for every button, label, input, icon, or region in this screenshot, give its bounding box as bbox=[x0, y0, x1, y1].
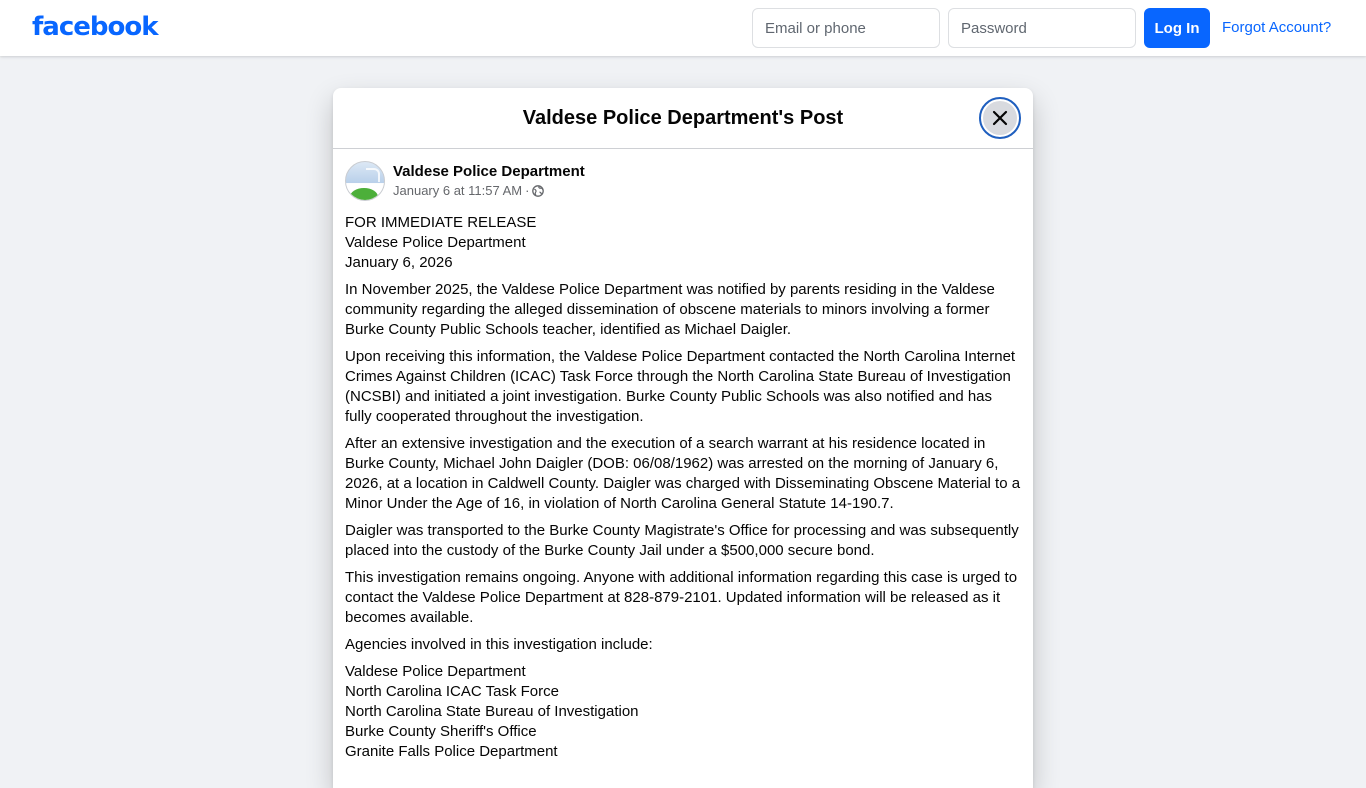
post-meta bbox=[393, 161, 585, 200]
post-time-row bbox=[393, 182, 585, 200]
facebook-logo[interactable]: facebook bbox=[32, 12, 158, 42]
agency-list bbox=[345, 662, 1021, 762]
post bbox=[333, 149, 1033, 762]
login-button[interactable]: Log In bbox=[1144, 8, 1210, 48]
password-field[interactable] bbox=[948, 8, 1136, 48]
close-button[interactable] bbox=[979, 97, 1021, 139]
email-field[interactable] bbox=[752, 8, 940, 48]
post-timestamp[interactable]: January 6 at 11:57 AM bbox=[393, 183, 523, 198]
post-paragraph: Daigler was transported to the Burke County Magistrate's Office for processing and was subsequently placed into the custody of the Burke County Jail under a $500,000 secure bond. bbox=[345, 522, 1019, 559]
avatar-hill-shape bbox=[350, 188, 378, 201]
agency-item: North Carolina ICAC Task Force bbox=[345, 683, 559, 700]
release-header-line: January 6, 2026 bbox=[345, 254, 453, 271]
agency-item: Burke County Sheriff's Office bbox=[345, 723, 537, 740]
close-icon bbox=[991, 109, 1009, 127]
agency-item: Granite Falls Police Department bbox=[345, 743, 558, 760]
avatar[interactable] bbox=[345, 161, 385, 201]
agency-item: Valdese Police Department bbox=[345, 663, 526, 680]
post-paragraph: In November 2025, the Valdese Police Department was notified by parents residing in the Valdese community regarding the alleged dissemination of obscene materials to minors involving a former Burke County Public Schools teacher, identified as Michael Daigler. bbox=[345, 281, 995, 338]
globe-icon bbox=[532, 185, 544, 197]
dialog-title: Valdese Police Department's Post bbox=[522, 107, 844, 129]
agency-item: North Carolina State Bureau of Investigation bbox=[345, 703, 639, 720]
avatar-cloud-shape bbox=[366, 168, 380, 182]
separator-dot: · bbox=[525, 183, 530, 198]
post-body bbox=[345, 213, 1021, 762]
release-header-line: Valdese Police Department bbox=[345, 234, 526, 251]
author-name[interactable]: Valdese Police Department bbox=[393, 163, 585, 180]
post-header bbox=[345, 161, 1021, 205]
release-header-line: FOR IMMEDIATE RELEASE bbox=[345, 214, 537, 231]
post-paragraph: After an extensive investigation and the execution of a search warrant at his residence located in Burke County, Michael John Daigler (DOB: 06/08/1962) was arrested on the morning of January 6, 2026, at a location in Caldwell County. Daigler was charged with Disseminating Obscene Material to a Minor Under the Age of 16, in violation of North Carolina General Statute 14-190.7. bbox=[345, 435, 1021, 512]
forgot-account-link[interactable]: Forgot Account? bbox=[1222, 19, 1332, 36]
release-header bbox=[345, 213, 1021, 273]
post-dialog bbox=[333, 88, 1033, 788]
top-bar bbox=[0, 0, 1366, 56]
dialog-header bbox=[333, 88, 1033, 149]
post-paragraph: Agencies involved in this investigation include: bbox=[345, 636, 653, 653]
post-paragraph: Upon receiving this information, the Valdese Police Department contacted the North Carolina Internet Crimes Against Children (ICAC) Task Force through the North Carolina State Bureau of Investigation (NCSBI) and initiated a joint investigation. Burke County Public Schools was also notified and has fully cooperated throughout the investigation. bbox=[345, 348, 1016, 425]
post-paragraph: This investigation remains ongoing. Anyone with additional information regarding this case is urged to contact the Valdese Police Department at 828-879-2101. Updated information will be released as it becomes available. bbox=[345, 569, 1018, 626]
